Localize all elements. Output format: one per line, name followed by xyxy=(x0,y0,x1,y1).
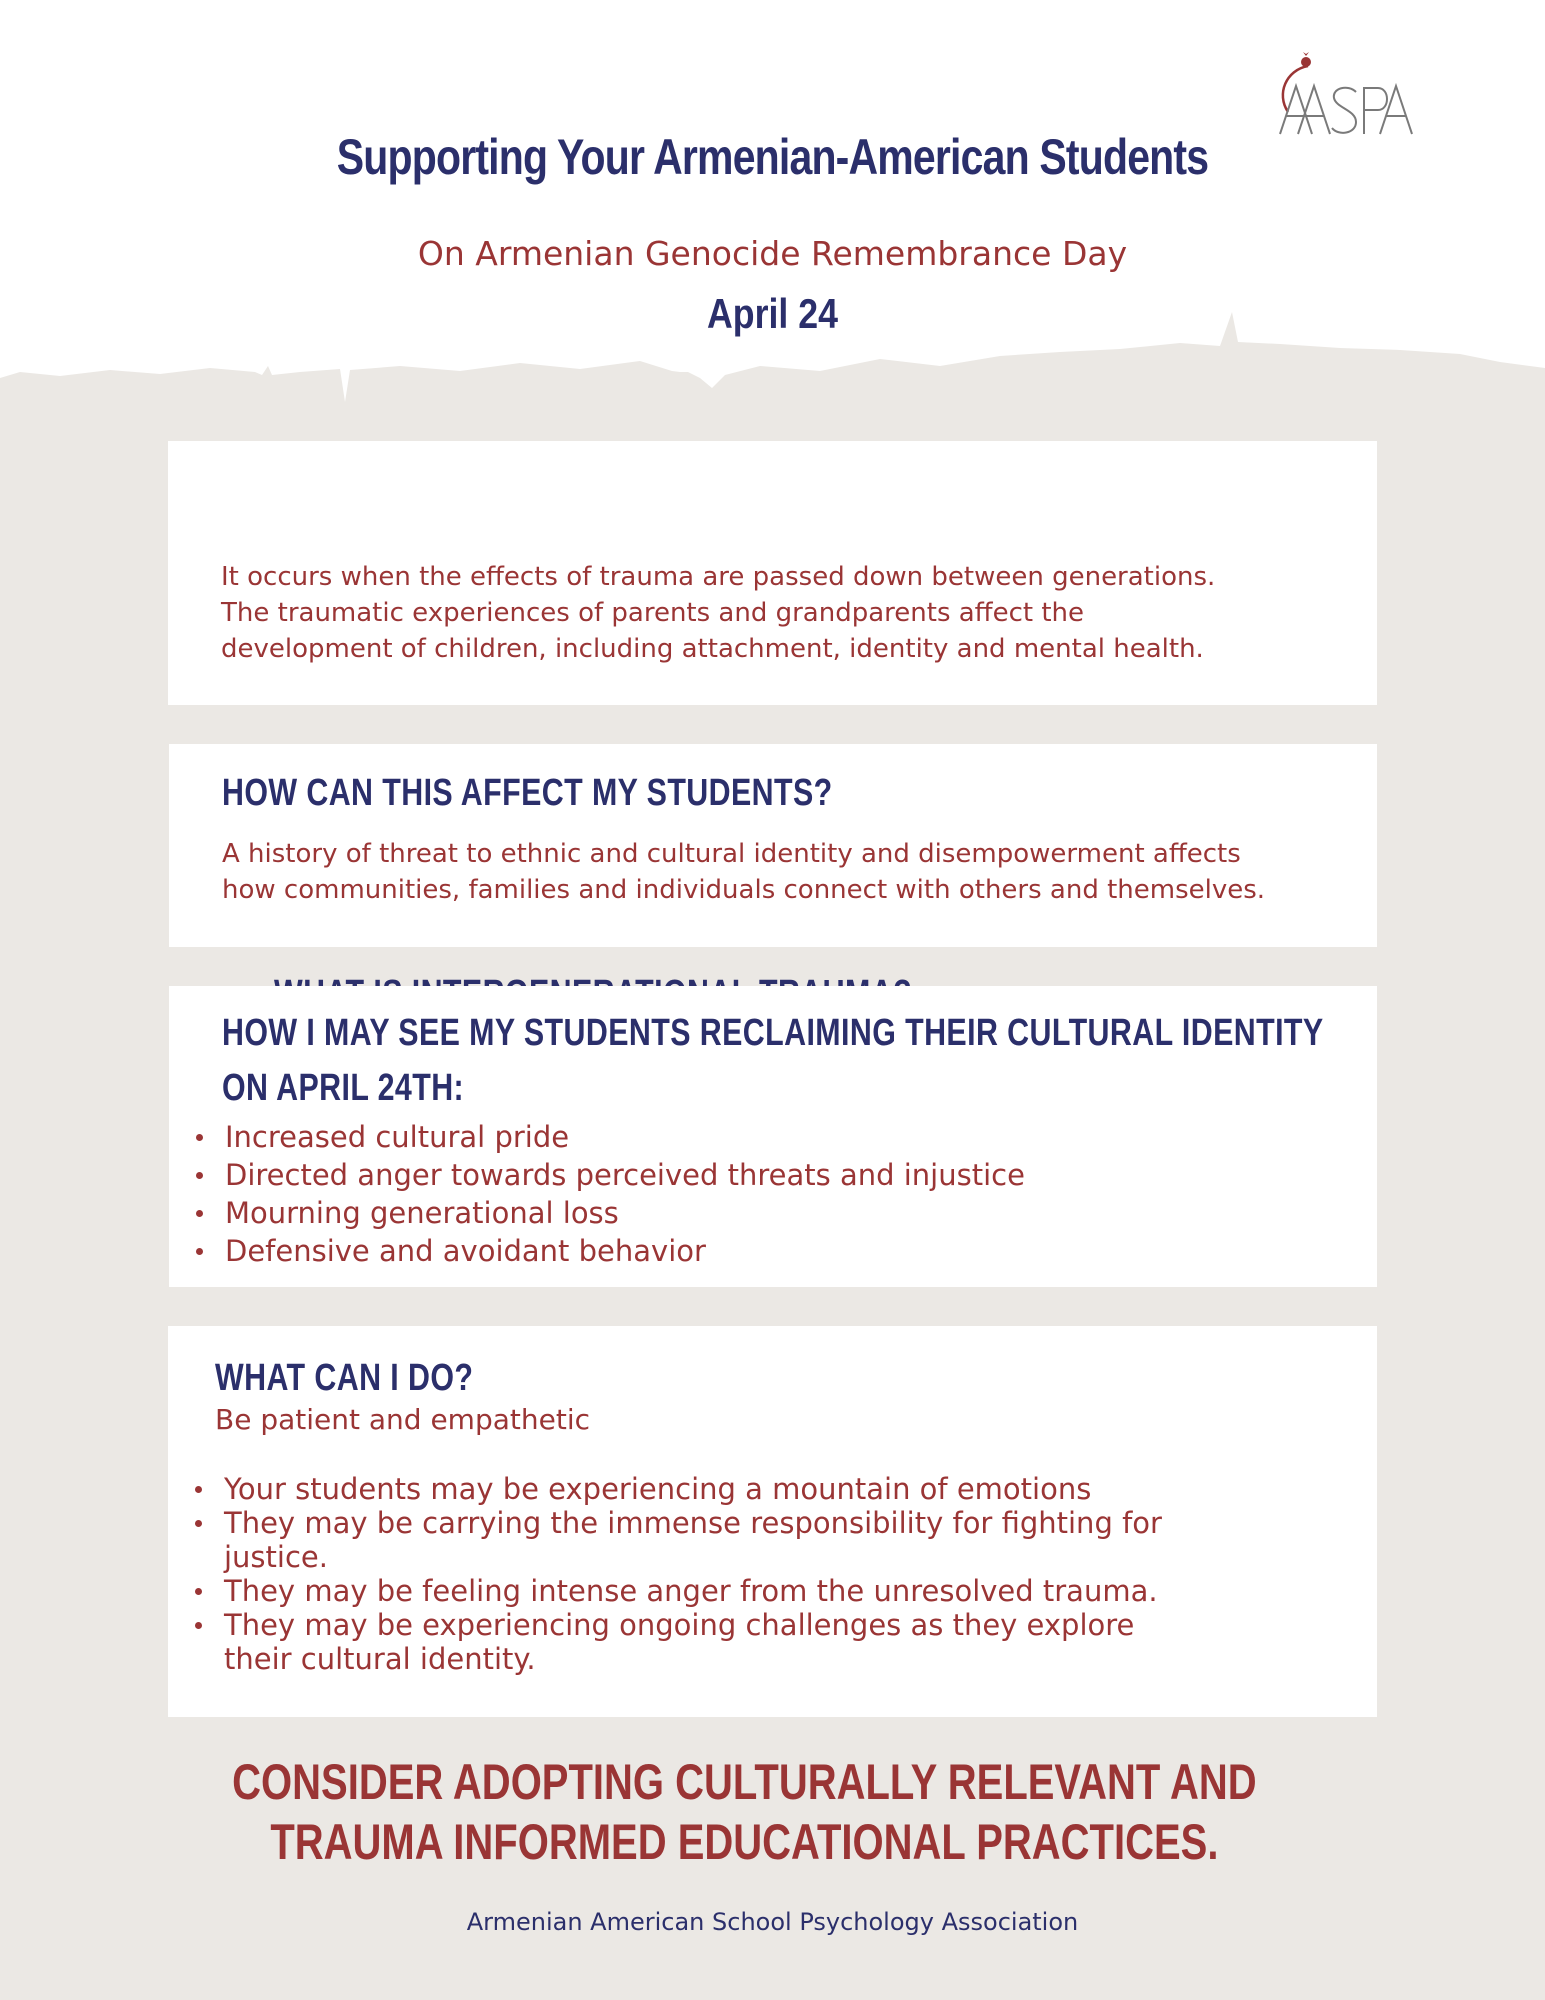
list-item: Mourning generational loss xyxy=(169,1194,1357,1232)
page-title: Supporting Your Armenian-American Students xyxy=(336,129,1209,185)
card-what-can-i-do xyxy=(168,1326,1377,1717)
card-heading-continued: ON APRIL 24TH: xyxy=(222,1067,465,1109)
page-date: April 24 xyxy=(707,290,838,337)
card-intergenerational-trauma xyxy=(168,441,1377,705)
footer-organization: Armenian American School Psychology Association xyxy=(466,1908,1079,1936)
card-reclaiming-identity xyxy=(169,986,1377,1287)
body-line: A history of threat to ethnic and cultural identity and disempowerment affects xyxy=(222,839,1241,869)
list-item: Directed anger towards perceived threats and injustice xyxy=(169,1156,1357,1194)
card-heading: HOW I MAY SEE MY STUDENTS RECLAIMING THEIR CULTURAL IDENTITY xyxy=(222,1012,1324,1054)
list-item xyxy=(168,1472,1357,1506)
cta-line: TRAUMA INFORMED EDUCATIONAL PRACTICES. xyxy=(270,1814,1219,1870)
list-item xyxy=(168,1506,1357,1574)
card-intro-text: Be patient and empathetic xyxy=(215,1403,590,1436)
body-line: The traumatic experiences of parents and grandparents affect the xyxy=(221,598,1085,628)
list-item: Defensive and avoidant behavior xyxy=(169,1232,1357,1270)
body-line: development of children, including attachment, identity and mental health. xyxy=(221,634,1204,664)
card-heading: WHAT CAN I DO? xyxy=(215,1357,474,1399)
card-body-text xyxy=(222,836,1357,908)
pomegranate-icon xyxy=(1301,57,1311,67)
list-item-line: They may be feeling intense anger from the unresolved trauma. xyxy=(224,1574,1158,1608)
body-line: It occurs when the effects of trauma are passed down between generations. xyxy=(221,562,1216,592)
cta-line: CONSIDER ADOPTING CULTURALLY RELEVANT AND xyxy=(232,1754,1257,1810)
card-body-text xyxy=(221,559,1357,667)
list-item xyxy=(168,1574,1357,1608)
list-item-line: They may be carrying the immense responsibility for fighting for xyxy=(224,1506,1162,1540)
card-heading: HOW CAN THIS AFFECT MY STUDENTS? xyxy=(222,772,833,814)
call-to-action xyxy=(149,1752,1340,1872)
body-line: how communities, families and individuals connect with others and themselves. xyxy=(222,875,1266,905)
card-affect-students xyxy=(169,744,1377,947)
list-item-line: their cultural identity. xyxy=(224,1642,536,1676)
reclaiming-list xyxy=(169,1118,1357,1270)
list-item-line: They may be experiencing ongoing challenges as they explore xyxy=(224,1608,1135,1642)
list-item: Increased cultural pride xyxy=(169,1118,1357,1156)
aaspa-logo xyxy=(1268,52,1428,140)
list-item xyxy=(168,1608,1357,1676)
list-item-line: justice. xyxy=(224,1540,328,1574)
list-item-line: Your students may be experiencing a mountain of emotions xyxy=(224,1472,1092,1506)
what-can-i-do-list xyxy=(168,1472,1357,1676)
page-subtitle: On Armenian Genocide Remembrance Day xyxy=(417,234,1128,273)
